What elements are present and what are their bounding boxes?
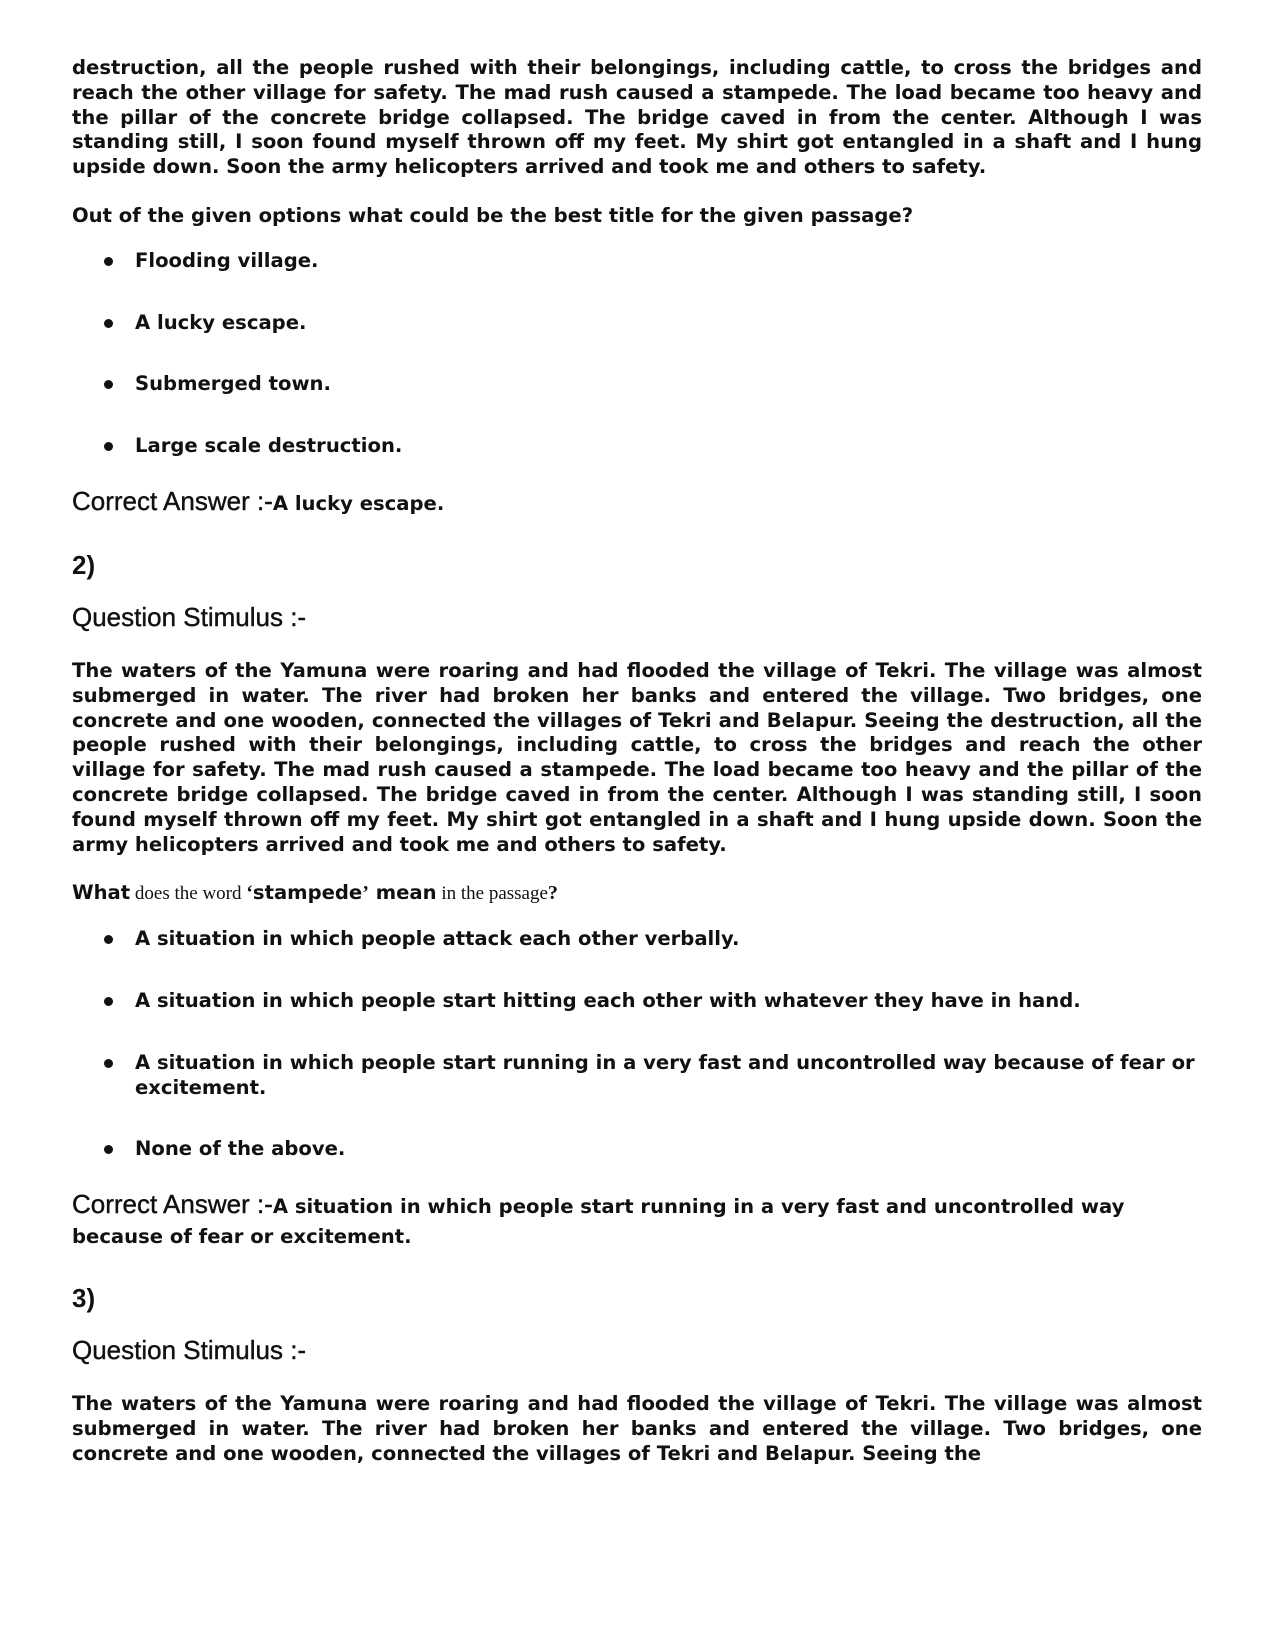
bullet-icon [104,257,113,266]
option-text: Submerged town. [135,372,331,396]
option-text: A situation in which people start running in a very fast and uncontrolled way because of fear or excitement. [135,1050,1195,1099]
prompt-part: stampede [252,881,363,905]
option-item [72,372,1202,397]
prompt-part: ‘ [246,882,253,905]
prompt-part: mean [368,881,437,905]
passage-text: The waters of the Yamuna were roaring and had flooded the village of Tekri. The village was almost submerged in water. The river had broken her banks and entered the village. Two bridges, one concrete and one wooden, connected the villages of Tekri and Belapur. Seeing the [72,1392,1202,1465]
bullet-icon [104,1059,113,1068]
question-prompt [72,881,1202,907]
passage-text: destruction, all the people rushed with their belongings, including cattle, to cross the bridges and reach the other village for safety. The mad rush caused a stampede. The load became too heavy and the pillar of the concrete bridge collapsed. The bridge caved in from the center. Although I was standing still, I soon found myself thrown off my feet. My shirt got entangled in a shaft and I hung upside down. Soon the army helicopters arrived and took me and others to safety. [72,56,1202,179]
bullet-icon [104,997,113,1006]
option-item [72,311,1202,336]
question-1 [72,56,1202,519]
correct-answer-label: Correct Answer :- [72,485,273,516]
bullet-icon [104,442,113,451]
correct-answer-label: Correct Answer :- [72,1189,273,1220]
options-list [72,249,1202,459]
option-item [72,1051,1202,1101]
option-item [72,249,1202,274]
prompt-part: What [72,881,131,905]
question-3 [72,1282,1202,1466]
option-text: A situation in which people attack each other verbally. [135,927,740,951]
options-list [72,927,1202,1162]
option-item [72,927,1202,952]
question-number: 2) [72,549,96,580]
question-stimulus-heading: Question Stimulus :- [72,1335,307,1366]
correct-answer [72,1189,1202,1252]
prompt-part: does the word [130,883,247,905]
question-2 [72,549,1202,1252]
prompt-part: in the passage [436,883,548,905]
option-text: Flooding village. [135,248,319,272]
option-item [72,434,1202,459]
question-prompt: Out of the given options what could be the best title for the given passage? [72,203,914,227]
correct-answer-text: A situation in which people start running in a very fast and uncontrolled way because of fear or excitement. [72,1195,1125,1249]
bullet-icon [104,935,113,944]
option-item [72,1137,1202,1162]
correct-answer-text: A lucky escape. [272,491,445,515]
bullet-icon [104,319,113,328]
option-text: None of the above. [135,1137,346,1161]
question-number: 3) [72,1283,96,1314]
document-page [72,56,1202,1467]
option-item [72,989,1202,1014]
option-text: Large scale destruction. [135,434,403,458]
passage-text: The waters of the Yamuna were roaring and had flooded the village of Tekri. The village was almost submerged in water. The river had broken her banks and entered the village. Two bridges, one concrete and one wooden, connected the villages of Tekri and Belapur. Seeing the destruction, all the people rushed with their belongings, including cattle, to cross the bridges and reach the other village for safety. The mad rush caused a stampede. The load became too heavy and the pillar of the concrete bridge collapsed. The bridge caved in from the center. Although I was standing still, I soon found myself thrown off my feet. My shirt got entangled in a shaft and I hung upside down. Soon the army helicopters arrived and took me and others to safety. [72,658,1202,856]
prompt-part: ? [547,882,558,905]
question-stimulus-heading: Question Stimulus :- [72,601,307,632]
prompt-part: ’ [362,882,369,905]
bullet-icon [104,1145,113,1154]
bullet-icon [104,380,113,389]
correct-answer [72,486,1202,519]
option-text: A situation in which people start hitting each other with whatever they have in hand. [135,988,1081,1012]
option-text: A lucky escape. [135,310,307,334]
